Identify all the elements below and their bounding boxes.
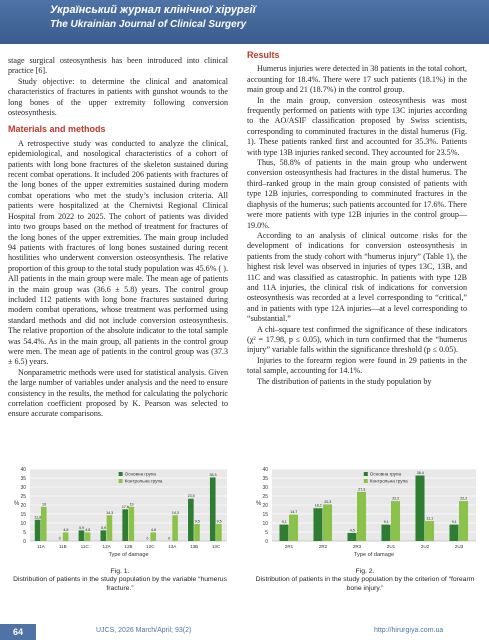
results-paragraph-4: According to an analysis of clinical outcome risks for the development of indications for conversion osteosynthesis in patients from the study cohort with “humerus injury” (Table 1), the highest risk level was observed in injuries of types 13C, 13B, and 11C and was classified as catastrophic. In patients with type 12B and 11A injuries, the clinical risk of indications for conversion osteosynthesis was recorded at a level corresponding to “critical,” and in patients with type 12A injuries—at a level corresponding to “substantial.” <box>247 230 467 324</box>
x-tick-label: 2U2 <box>420 544 430 549</box>
page-number: 64 <box>0 624 36 640</box>
objective-paragraph: Study objective: to determine the clinical and anatomical characteristics of fractures in patients with gunshot wounds to the long bones of the upper extremity following conversion osteosynthesis. <box>8 76 228 118</box>
y-tick-label: 25 <box>262 494 268 500</box>
bar-control <box>194 524 200 541</box>
bar-control <box>459 501 468 541</box>
bar-control <box>150 532 156 541</box>
legend-swatch <box>119 479 123 483</box>
results-paragraph-6: Injuries to the forearm region were found in 29 patients in the total sample, accounting for 14.1%. <box>247 355 467 376</box>
bar-control <box>129 507 135 541</box>
bar-value-label: 36,4 <box>416 470 424 475</box>
bar-control <box>216 524 222 541</box>
bar-control <box>172 515 178 541</box>
x-tick-label: 2R2 <box>318 544 328 549</box>
bar-value-label: 14,7 <box>290 510 298 515</box>
y-tick-label: 40 <box>20 467 26 473</box>
figure-2-svg <box>250 463 480 563</box>
y-tick-label: 15 <box>20 512 26 518</box>
legend-swatch <box>364 472 368 476</box>
bar-control <box>85 532 91 541</box>
x-tick-label: 2R3 <box>352 544 362 549</box>
bar-value-label: 4,5 <box>349 528 355 533</box>
bar-main <box>35 520 41 541</box>
y-axis-label: % <box>256 501 262 507</box>
figure-2-caption-text: Distribution of patients in the study population by the criterion of “forearm bone injury.” <box>255 576 475 592</box>
x-tick-label: 12B <box>124 544 133 549</box>
legend-label: Контрольна група <box>124 478 163 484</box>
bar-value-label: 4,8 <box>150 527 156 532</box>
y-tick-label: 0 <box>265 539 268 545</box>
x-tick-label: 13A <box>168 544 177 549</box>
bar-value-label: 20,3 <box>324 499 332 504</box>
results-paragraph-5: A chi–square test confirmed the significance of these indicators (χ² = 17.98, p ≤ 0.05), which in turn confirmed that the “humerus injury” variable falls within the significance threshold (p ≤ 0.05). <box>247 324 467 355</box>
bar-main <box>188 499 194 541</box>
bar-main <box>449 525 458 541</box>
bar-value-label: 5,9 <box>79 525 85 530</box>
y-tick-label: 20 <box>262 503 268 509</box>
legend-swatch <box>119 472 123 476</box>
legend-label: Основна група <box>124 471 156 477</box>
x-tick-label: 11C <box>80 544 89 549</box>
legend-label: Основна група <box>369 471 402 477</box>
bar-main <box>415 475 424 541</box>
bar-value-label: 22,2 <box>460 496 468 501</box>
results-paragraph-3: Thus, 58.8% of patients in the main group who underwent conversion osteosynthesis had fractures in the distal humerus. The third–ranked group in the main group consisted of patients with type 12B injuries, corresponding to comminuted fractures in the diaphysis of the humerus; such patients accounted for 17.6%. There were more patients with type 12B injuries in the control group—19.0%. <box>247 158 467 230</box>
figure-1-caption-number: Fig. 1. <box>110 568 130 575</box>
x-tick-label: 2U1 <box>386 544 396 549</box>
bar-value-label: 9,1 <box>451 520 457 525</box>
bar-main <box>279 525 288 541</box>
journal-url-link[interactable]: http://hirurgiya.com.ua <box>374 627 444 634</box>
bar-value-label: 19 <box>42 502 47 507</box>
y-tick-label: 30 <box>20 485 26 491</box>
bar-control <box>323 504 332 541</box>
x-tick-label: 12C <box>146 544 155 549</box>
x-axis-label: Type of damage <box>108 552 149 558</box>
figure-2-caption <box>250 568 480 593</box>
methods-paragraph-2: Nonparametric methods were used for statistical analysis. Given the large number of variables under analysis and the need to ensure consistency in the results, the method for calculating the polychoric correlation coefficient proposed by K. Pearson was selected to ensure accurate comparisons. <box>8 367 228 419</box>
y-tick-label: 20 <box>20 503 26 509</box>
bar-value-label: 14,3 <box>106 510 114 515</box>
bar-value-label: 0 <box>58 536 61 541</box>
bar-value-label: 9,1 <box>383 520 389 525</box>
figure-1-caption <box>5 568 235 593</box>
bar-value-label: 9,5 <box>194 519 200 524</box>
y-tick-label: 25 <box>20 494 26 500</box>
journal-title-ua: Український журнал клінічної хірургії <box>50 4 256 16</box>
figure-1-svg <box>8 463 231 563</box>
y-tick-label: 10 <box>262 521 268 527</box>
x-tick-label: 12A <box>102 544 111 549</box>
intro-paragraph: stage surgical osteosynthesis has been introduced into clinical practice [6]. <box>8 56 228 76</box>
bar-value-label: 9,1 <box>281 520 287 525</box>
bar-control <box>107 515 113 541</box>
figure-2-chart <box>250 463 473 621</box>
x-axis-label: Type of damage <box>353 552 395 558</box>
bar-main <box>100 530 106 541</box>
bar-value-label: 5,9 <box>101 525 107 530</box>
bar-main <box>79 530 85 541</box>
bar-control <box>391 501 400 541</box>
bar-value-label: 11,8 <box>34 515 42 520</box>
x-tick-label: 2R1 <box>284 544 294 549</box>
y-tick-label: 15 <box>262 512 268 518</box>
bar-value-label: 27,3 <box>358 487 366 492</box>
results-heading: Results <box>247 50 280 60</box>
results-paragraph-2: In the main group, conversion osteosynthesis was most frequently performed on patients with type 13C injuries according to the AO/ASIF classification proposed by Swiss scientists, corresponding to comminuted fractures in the distal humerus (Fig. 1). These patients ranked first and accounted for 35.3%. Patients with type 13B injuries ranked second. They accounted for 23.5%. <box>247 95 467 157</box>
methods-paragraph-1: A retrospective study was conducted to analyze the clinical, epidemiological, and nosological characteristics of a cohort of patients with long bone fractures of the skeleton sustained during recent combat operations. It included 206 patients with fractures of the long bones of the upper extremities sustained during modern combat operations who met the study’s inclusion criteria. All patients were hospitalized at the Chernivtsi Regional Clinical Hospital from 2022 to 2025. The cohort of patients was divided into two groups based on the method of treatment for fractures of the long bones of the upper extremities. The main group included 94 patients with fractures of long bones sustained during recent hostilities who underwent conversion osteosynthesis. The relative proportion of this group to the total study population was 45.6% ( ). All patients in the main group were male. The mean age of patients in the main group was (36.6 ± 5.8) years. The control group included 112 patients with long bone fractures sustained during modern combat operations, whose treatment was performed using standard methods and did not include conversion osteosynthesis. The relative proportion of the absolute indicator to the total sample was 54.4%. As in the main group, all patients in the control group were men. The mean age of patients in the control group was (37.3 ± 6.5) years. <box>8 138 228 367</box>
x-tick-label: 2U3 <box>454 544 464 549</box>
y-tick-label: 35 <box>262 476 268 482</box>
bar-value-label: 0 <box>146 536 149 541</box>
bar-value-label: 22,2 <box>392 496 400 501</box>
journal-header-banner <box>0 0 489 44</box>
y-tick-label: 5 <box>23 530 26 536</box>
y-tick-label: 40 <box>262 467 268 473</box>
right-text-column <box>247 44 467 387</box>
journal-reference: UJCS, 2026 March/April; 93(2) <box>96 627 192 634</box>
bar-value-label: 11,1 <box>426 516 434 521</box>
x-tick-label: 13B <box>190 544 199 549</box>
bar-main <box>313 508 322 541</box>
figure-2-caption-number: Fig. 2. <box>355 568 375 575</box>
results-paragraph-7: The distribution of patients in the study population by <box>257 376 432 386</box>
y-tick-label: 10 <box>20 521 26 527</box>
left-text-column <box>8 56 228 420</box>
y-tick-label: 35 <box>20 476 26 482</box>
bar-control <box>41 507 47 541</box>
bar-value-label: 14,3 <box>171 510 179 515</box>
figure-1-chart <box>8 463 231 621</box>
bar-control <box>425 521 434 541</box>
x-tick-label: 13C <box>211 544 221 549</box>
x-tick-label: 11A <box>37 544 45 549</box>
bar-value-label: 0 <box>168 536 171 541</box>
figure-1-caption-text: Distribution of patients in the study population by the variable “humerus fracture.” <box>13 576 227 592</box>
bar-value-label: 19 <box>129 502 134 507</box>
bar-value-label: 17,6 <box>121 504 129 509</box>
bar-value-label: 35,3 <box>209 472 217 477</box>
bar-main <box>122 509 128 541</box>
bar-value-label: 18,2 <box>314 503 322 508</box>
bar-control <box>63 532 69 541</box>
y-axis-label: % <box>14 501 20 507</box>
bar-value-label: 23,5 <box>187 494 195 499</box>
y-tick-label: 0 <box>23 539 26 545</box>
legend-swatch <box>364 479 368 483</box>
y-tick-label: 5 <box>265 530 268 536</box>
x-tick-label: 11B <box>58 544 67 549</box>
legend-label: Контрольна група <box>369 478 408 484</box>
bar-main <box>381 525 390 541</box>
bar-control <box>357 492 366 541</box>
y-tick-label: 30 <box>262 485 268 491</box>
methods-heading: Materials and methods <box>8 124 106 135</box>
bar-value-label: 4,8 <box>85 527 91 532</box>
results-paragraph-1: Humerus injuries were detected in 38 patients in the total cohort, accounting for 18.4%. There were 17 such patients (18.1%) in the main group and 21 (18.7%) in the control group. <box>247 64 467 95</box>
journal-title-en: The Ukrainian Journal of Clinical Surgery <box>50 19 247 30</box>
bar-main <box>210 477 216 541</box>
bar-value-label: 9,5 <box>216 519 222 524</box>
bar-control <box>289 515 298 541</box>
bar-value-label: 4,8 <box>63 527 69 532</box>
bar-main <box>347 533 356 541</box>
